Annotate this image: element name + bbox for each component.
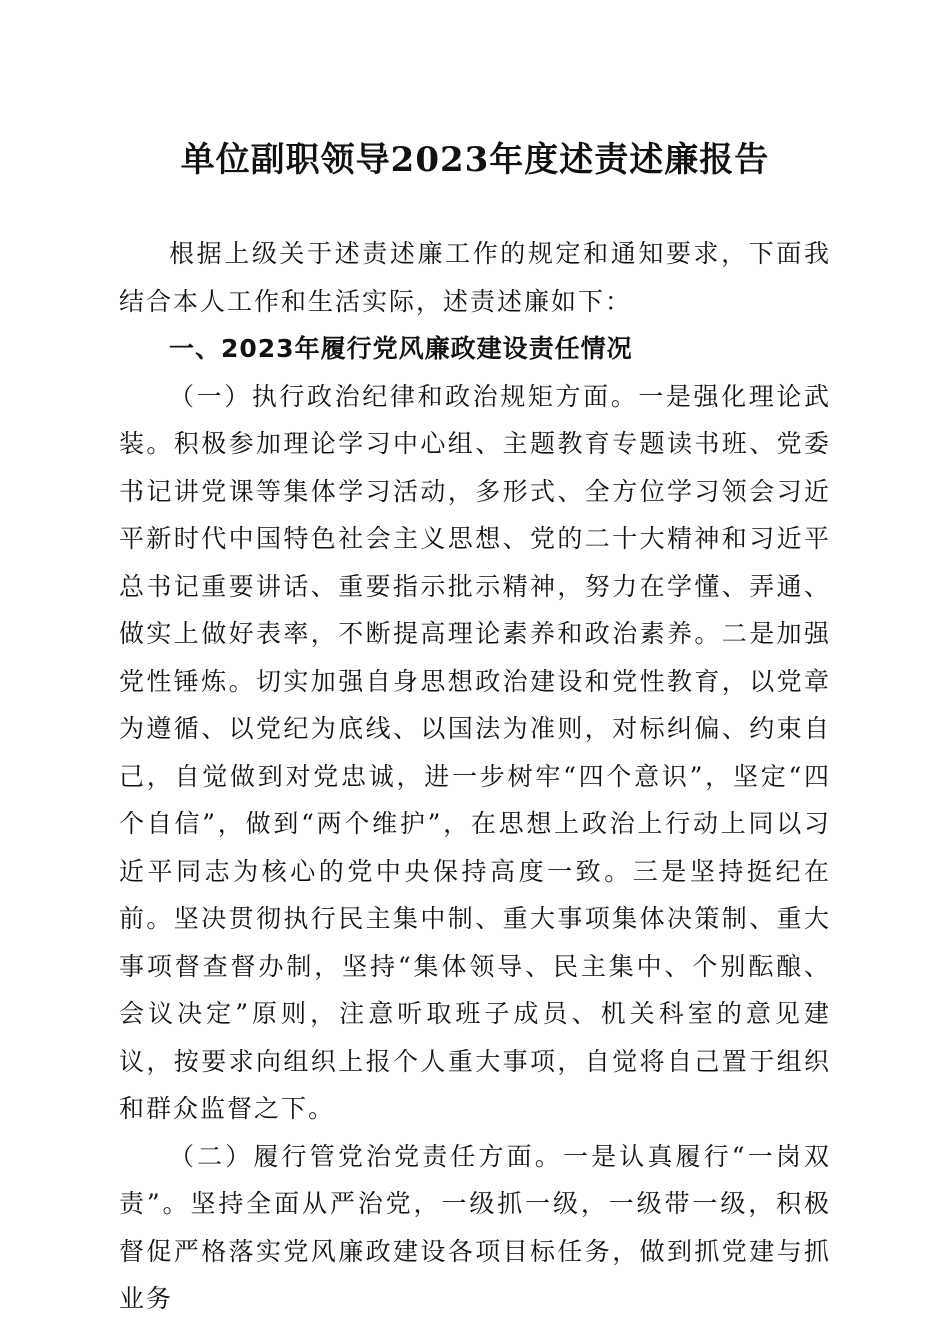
intro-paragraph: 根据上级关于述责述廉工作的规定和通知要求，下面我结合本人工作和生活实际，述责述廉如下：: [119, 239, 831, 316]
paragraph-discipline: [119, 373, 831, 1133]
paragraph-text: 一是认真履行“一岗双责”。坚持全面从严治党，一级抓一级，一级带一级，积极督促严格落实党风廉政建设各项目标任务，做到抓党建与抓业务: [119, 1141, 831, 1313]
paragraph-lead: （一）执行政治纪律和政治规矩方面。: [169, 381, 639, 411]
document-title: 单位副职领导2023年度述责述廉报告: [180, 140, 770, 180]
paragraph-text: 一是强化理论武装。积极参加理论学习中心组、主题教育专题读书班、党委书记讲党课等集体学习活动，多形式、全方位学习领会习近平新时代中国特色社会主义思想、党的二十大精神和习近平总书记重要讲话、重要指示批示精神，努力在学懂、弄通、做实上做好表率，不断提高理论素养和政治素养。二是加强党性锤炼。切实加强自身思想政治建设和党性教育，以党章为遵循、以党纪为底线、以国法为准则，对标纠偏、约束自己，自觉做到对党忠诚，进一步树牢“四个意识”，坚定“四个自信”，做到“两个维护”，在思想上政治上行动上同以习近平同志为核心的党中央保持高度一致。三是坚持挺纪在前。坚决贯彻执行民主集中制、重大事项集体决策制、重大事项督查督办制，坚持“集体领导、民主集中、个别酝酿、会议决定”原则，注意听取班子成员、机关科室的意见建议，按要求向组织上报个人重大事项，自觉将自己置于组织和群众监督之下。: [119, 381, 831, 1123]
paragraph-party-governance: [119, 1133, 831, 1323]
document-body: [119, 230, 831, 1323]
section-heading: 一、2023年履行党风廉政建设责任情况: [169, 334, 633, 363]
paragraph-lead: （二）履行管党治党责任方面。: [169, 1141, 563, 1171]
